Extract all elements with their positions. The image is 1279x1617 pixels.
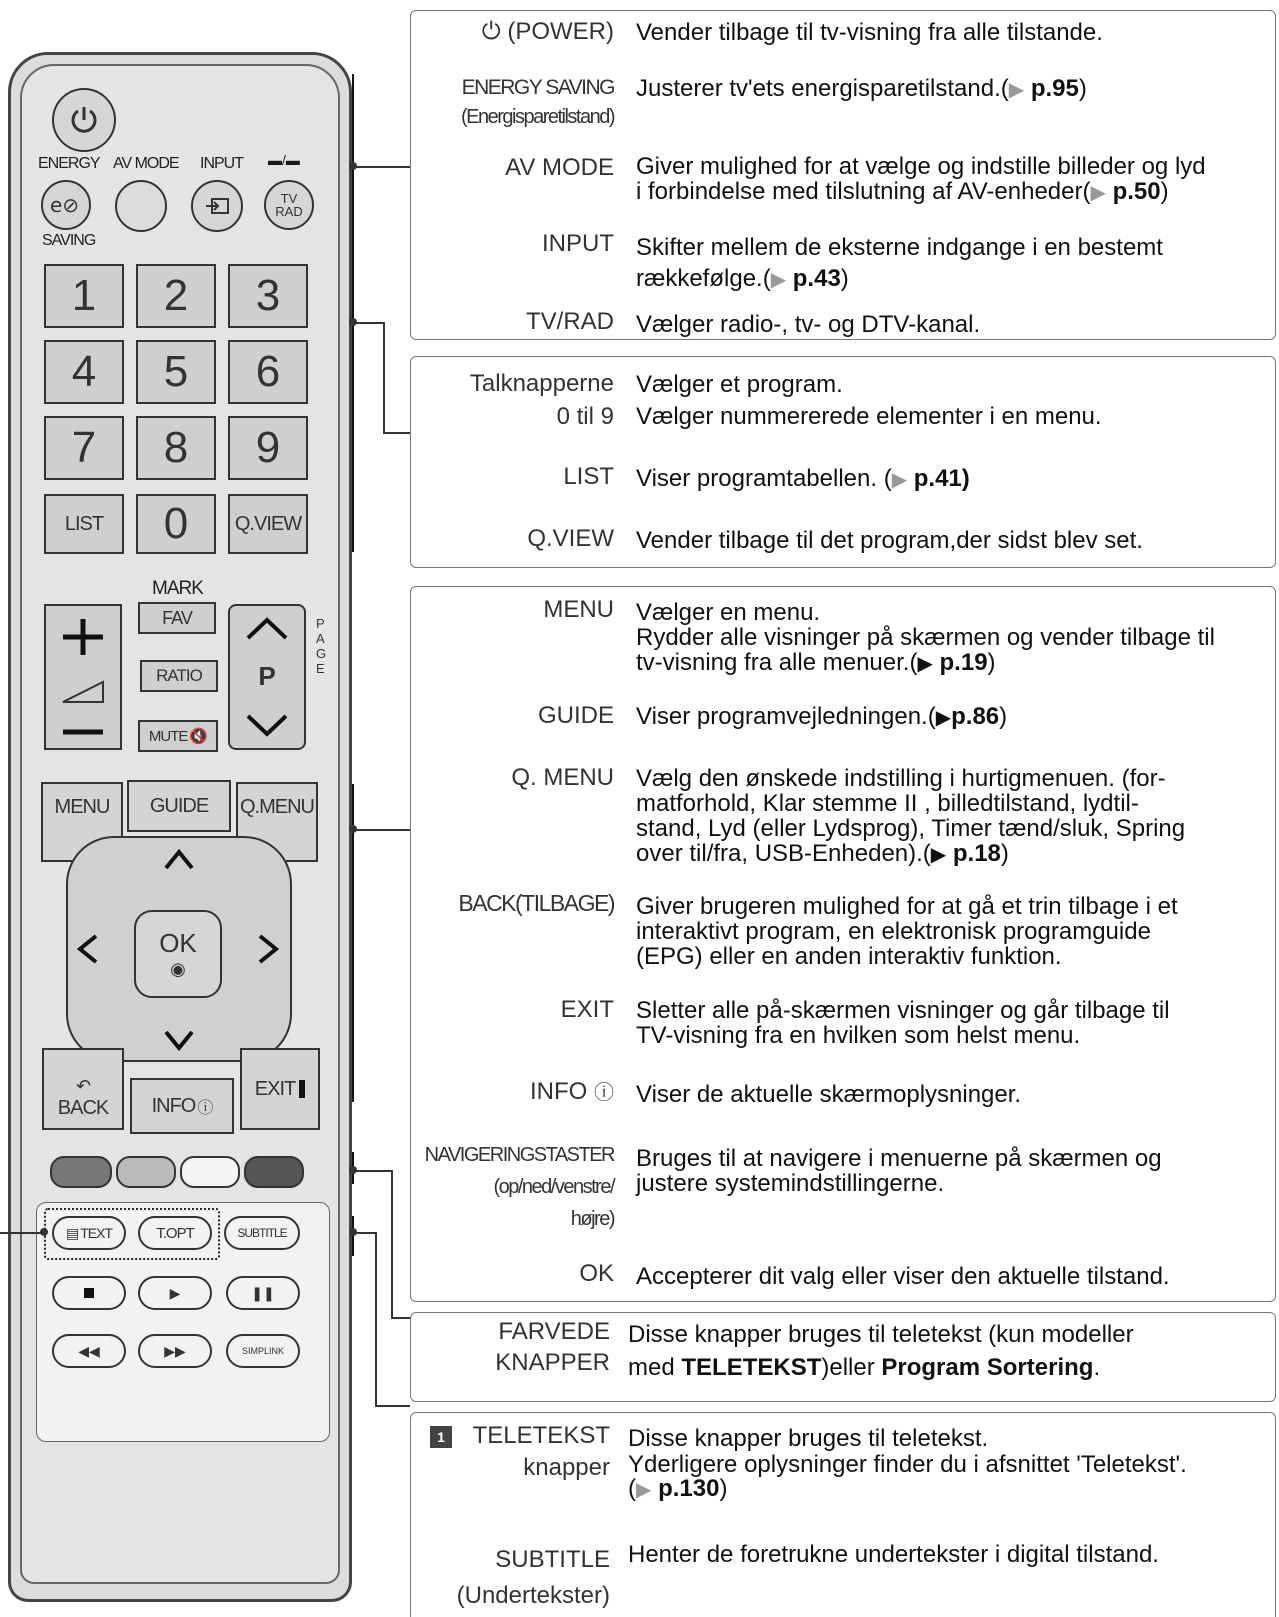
mute-button[interactable] [138,720,218,752]
red-button[interactable] [50,1156,112,1188]
page-label: PAGE [316,616,327,676]
ref-arrow-icon: ▶ [917,653,933,675]
connector-4a [352,1170,392,1172]
number-button-0[interactable]: 0 [136,494,216,554]
av-mode-key: AV MODE [505,154,614,181]
qview-button[interactable]: Q.VIEW [228,494,308,554]
power-icon-label: ⏻ [481,18,501,45]
connector-2b [383,322,385,432]
energy-saving-key-sub: (Energisparetilstand) [460,106,614,128]
back-key: BACK(TILBAGE) [458,890,614,916]
nav-keys-desc: Bruges til at navigere i menuerne på skærmen og justere systemindstillingerne. [636,1145,1162,1197]
numbers-range-key: 0 til 9 [556,403,614,430]
exit-desc: Sletter alle på-skærmen visninger og går tilbage til TV-visning fra en hvilken som helst menu. [636,997,1170,1049]
subtitle-key-sub: (Undertekster) [456,1582,610,1609]
teletext-key-sub: knapper [523,1454,610,1481]
info-label: INFO [151,1094,196,1117]
guide-key: GUIDE [537,702,614,729]
color-buttons-desc: Disse knapper bruges til teletekst (kun modeller med TELETEKST)eller Program Sortering. [628,1321,1134,1381]
connector-5a [352,1232,376,1234]
info-button[interactable] [130,1078,234,1134]
teletext-callout-dot [40,1228,48,1236]
yellow-button[interactable] [180,1156,240,1188]
power-desc: Vender tilbage til tv-visning fra alle tilstande. [636,19,1103,46]
stop-button[interactable] [52,1276,126,1310]
list-key: LIST [563,463,614,490]
energy-saving-icon [48,193,84,217]
menu-desc: Vælger en menu. Rydder alle visninger på skærmen og vender tilbage til tv-visning fra alle menuer.(▶ p.19) [636,599,1215,676]
ref-arrow-icon: ▶ [1090,182,1106,204]
nav-down-icon[interactable] [162,1028,196,1054]
input-icon [204,197,230,215]
guide-desc: Viser programvejledningen.(▶p.86) [636,703,1008,730]
energy-saving-desc: Justerer tv'ets energisparetilstand.(▶ p.95) [636,75,1087,102]
ok-dot-icon: ◉ [170,959,186,979]
rewind-button[interactable] [52,1334,126,1368]
energy-saving-key: ENERGY SAVING [461,76,614,99]
fast-forward-icon: ▶▶ [164,1342,186,1359]
exit-label: EXIT [254,1077,296,1100]
info-circle-icon: ⓘ [594,1082,614,1104]
input-label: INPUT [200,155,243,172]
tv-rad-icon: ▬/▬ [268,152,300,168]
nav-keys-key-sub: (op/ned/venstre/ [493,1176,614,1198]
mute-label: MUTE [148,727,188,745]
connector-2a [352,322,384,324]
nav-keys-key-sub2: højre) [570,1208,614,1230]
ok-button[interactable] [134,910,222,998]
exit-button[interactable] [240,1048,320,1130]
connector-2c [383,432,410,434]
number-button-5[interactable]: 5 [136,340,216,404]
connector-4b [391,1170,393,1318]
connector-4c [391,1317,410,1319]
teletext-callout-line [0,1232,44,1234]
green-button[interactable] [116,1156,176,1188]
teletext-badge: 1 [430,1426,452,1448]
number-button-9[interactable]: 9 [228,416,308,480]
ref-arrow-icon: ▶ [636,1479,652,1501]
fav-button[interactable]: FAV [138,602,216,634]
list-button[interactable]: LIST [44,494,124,554]
numbers-desc: Vælger et program. [636,371,843,398]
qmenu-button[interactable]: Q.MENU [236,782,318,862]
saving-label: SAVING [42,232,96,249]
back-desc: Giver brugeren mulighed for at gå et trin tilbage i et interaktivt program, en elektronisk programguide (EPG) eller en anden interaktiv funktion. [636,893,1178,970]
exit-key: EXIT [560,996,614,1023]
qmenu-key: Q. MENU [511,764,614,791]
simplink-button[interactable]: SIMPLINK [226,1334,300,1368]
subtitle-key: SUBTITLE [495,1546,610,1573]
input-button[interactable] [191,180,243,232]
connector-3 [352,829,410,831]
teletext-key: TELETEKST [472,1422,610,1449]
teletext-desc: Disse knapper bruges til teletekst. Yderligere oplysninger finder du i afsnittet 'Teletekst'. (▶ p.130) [628,1425,1187,1502]
nav-keys-key: NAVIGERINGSTASTER [424,1144,614,1166]
volume-rocker[interactable] [44,604,122,750]
info-key: INFO ⓘ [530,1078,614,1105]
qview-key: Q.VIEW [527,525,614,552]
blue-button[interactable] [244,1156,304,1188]
svg-text:e⊘: e⊘ [50,193,80,217]
pause-icon: ❚❚ [251,1284,275,1301]
ratio-button[interactable]: RATIO [140,660,218,692]
qview-desc: Vender tilbage til det program,der sidst blev set. [636,527,1143,554]
rewind-icon: ◀◀ [78,1342,100,1359]
connector-1 [352,166,410,168]
ok-key: OK [579,1260,614,1287]
connector-5b [375,1232,377,1406]
text-button[interactable] [52,1216,126,1250]
ref-arrow-icon: ▶ [1008,79,1025,101]
fast-forward-button[interactable] [138,1334,212,1368]
number-button-1[interactable]: 1 [44,264,124,328]
stop-icon [84,1288,94,1298]
volume-up-icon [58,617,108,657]
list-desc: Viser programtabellen. (▶ p.41) [636,465,970,492]
power-button[interactable] [52,88,116,152]
ref-arrow-icon: ▶ [930,844,947,866]
number-button-7[interactable]: 7 [44,416,124,480]
program-label: P [258,661,276,692]
volume-down-icon [58,727,108,737]
program-rocker[interactable] [228,604,306,750]
program-down-icon [242,712,292,738]
power-key: ⏻ (POWER) [481,18,614,45]
ok-label: OK [159,928,197,958]
ref-arrow-icon: ▶ [891,469,908,491]
back-button[interactable] [42,1048,124,1130]
mute-icon: 🔇 [189,728,208,745]
bracket-2 [352,266,354,552]
info-icon: ⓘ [197,1099,213,1117]
guide-button[interactable]: GUIDE [127,780,231,832]
nav-left-icon[interactable] [74,932,100,966]
energy-saving-button[interactable] [41,180,91,230]
text-icon: ▤ [65,1224,79,1241]
power-icon [67,103,101,137]
ok-desc: Accepterer dit valg eller viser den aktuelle tilstand. [636,1263,1170,1290]
color-buttons-key: FARVEDE [498,1318,610,1345]
av-mode-button[interactable] [115,180,167,232]
volume-icon [61,680,105,704]
play-button[interactable] [138,1276,212,1310]
menu-button[interactable]: MENU [41,782,123,862]
exit-icon [299,1080,305,1098]
input-key: INPUT [542,230,614,257]
ref-arrow-icon: ▶ [770,269,787,291]
number-button-2[interactable]: 2 [136,264,216,328]
numbers-key: Talknapperne [469,370,614,397]
numbers-range-desc: Vælger nummererede elementer i en menu. [636,403,1102,430]
tv-rad-button[interactable]: TV RAD [264,180,314,230]
av-mode-desc: Giver mulighed for at vælge og indstille billeder og lyd i forbindelse med tilslutning af AV-enheder(▶ p.50) [636,153,1206,205]
nav-right-icon[interactable] [256,932,282,966]
input-desc: Skifter mellem de eksterne indgange i en bestemt rækkefølge.(▶ p.43) [636,234,1163,292]
connector-5c [375,1405,410,1407]
pause-button[interactable] [226,1276,300,1310]
number-button-4[interactable]: 4 [44,340,124,404]
topt-button[interactable]: T.OPT [138,1216,212,1250]
tv-rad-key: TV/RAD [525,308,614,335]
nav-up-icon[interactable] [162,846,196,872]
ref-arrow-icon: ▶ [935,707,952,729]
number-button-6[interactable]: 6 [228,340,308,404]
energy-label: ENERGY [38,155,100,172]
text-label: TEXT [80,1225,112,1241]
color-buttons-key-sub: KNAPPER [495,1349,610,1376]
tv-rad-desc: Vælger radio-, tv- og DTV-kanal. [636,311,981,338]
mark-label: MARK [152,578,203,599]
number-button-8[interactable]: 8 [136,416,216,480]
av-mode-label: AV MODE [113,155,179,172]
play-icon: ▶ [169,1284,181,1301]
info-desc: Viser de aktuelle skærmoplysninger. [636,1081,1022,1108]
back-arrow-icon: ↶ [75,1076,91,1096]
menu-key: MENU [543,596,614,623]
subtitle-button[interactable]: SUBTITLE [224,1216,300,1250]
qmenu-desc: Vælg den ønskede indstilling i hurtigmenuen. (for- matforhold, Klar stemme II , billedtilstand, lydtil- stand, Lyd (eller Lydsprog), Timer tænd/sluk, Spring over til/fra, USB-Enheden).(▶ p.18) [636,765,1186,867]
bracket-5 [352,1216,354,1256]
back-label: BACK [57,1097,109,1119]
subtitle-desc: Henter de foretrukne undertekster i digital tilstand. [628,1541,1159,1568]
program-up-icon [242,616,292,642]
number-button-3[interactable]: 3 [228,264,308,328]
